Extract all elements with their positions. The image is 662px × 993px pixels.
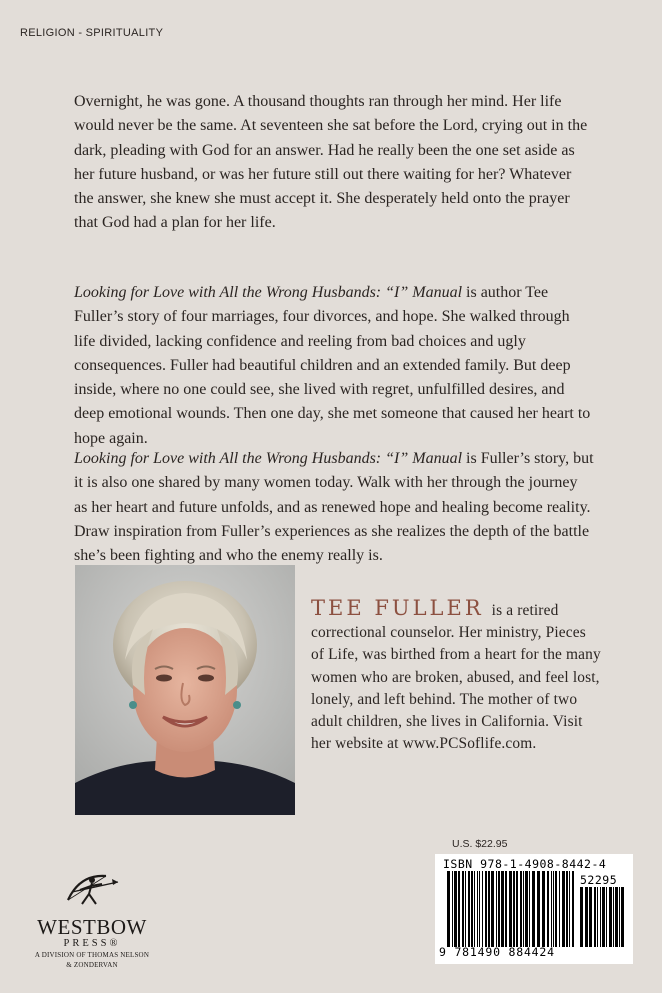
barcode-bar xyxy=(501,871,504,947)
author-bio-text: is a retired correctional counselor. Her ministry, Pieces of Life, was birthed from a heart for the many women who are broken, abused, and feel lost, lonely, and left behind. The mother of two adult children, she lives in California. Visit her website at www.PCSoflife.com. xyxy=(311,602,601,753)
price-code: 52295 xyxy=(580,873,618,887)
book-title: Looking for Love with All the Wrong Husbands: “I” Manual xyxy=(74,284,463,301)
barcode-bar xyxy=(572,871,574,947)
barcode-bar xyxy=(547,871,549,947)
barcode-bar xyxy=(606,887,607,947)
barcode xyxy=(435,854,633,964)
barcode-bar xyxy=(488,871,490,947)
barcode-bar xyxy=(619,887,620,947)
barcode-bar xyxy=(447,871,450,947)
isbn-text: ISBN 978-1-4908-8442-4 xyxy=(443,857,607,871)
barcode-bar xyxy=(594,887,596,947)
barcode-bar xyxy=(498,871,500,947)
publisher-division-line-1: A DIVISION OF THOMAS NELSON xyxy=(34,951,150,959)
barcode-bar xyxy=(520,871,522,947)
price-label: U.S. $22.95 xyxy=(452,838,508,850)
barcode-bar xyxy=(615,887,618,947)
barcode-bar xyxy=(523,871,524,947)
barcode-bar xyxy=(496,871,497,947)
book-title: Looking for Love with All the Wrong Husbands: “I” Manual xyxy=(74,450,463,467)
barcode-bar xyxy=(474,871,475,947)
barcode-bar xyxy=(468,871,470,947)
publisher-press: PRESS® xyxy=(63,938,121,949)
barcode-bar xyxy=(458,871,460,947)
publisher-name: WESTBOW xyxy=(37,915,147,939)
barcode-bar xyxy=(566,871,568,947)
barcode-bar xyxy=(555,871,557,947)
publisher-division-line-2: & ZONDERVAN xyxy=(66,961,118,969)
barcode-bar xyxy=(585,887,588,947)
barcode-bar xyxy=(452,871,453,947)
barcode-bar xyxy=(513,871,515,947)
ean-barcode-bars xyxy=(447,871,575,947)
author-portrait-image xyxy=(75,565,295,815)
barcode-bar xyxy=(482,871,483,947)
barcode-bar xyxy=(569,871,570,947)
barcode-bar xyxy=(537,871,540,947)
barcode-bar xyxy=(580,887,583,947)
barcode-bar xyxy=(613,887,614,947)
publisher-logo xyxy=(22,868,162,970)
barcode-bar xyxy=(529,871,530,947)
blurb-paragraph-3 xyxy=(74,447,594,568)
barcode-bar xyxy=(609,887,612,947)
barcode-bar xyxy=(600,887,601,947)
author-bio xyxy=(311,597,601,755)
barcode-bar xyxy=(491,871,494,947)
barcode-bar xyxy=(479,871,480,947)
blurb-paragraph-2-text: is author Tee Fuller’s story of four marriages, four divorces, and hope. She walked through life divided, lacking confidence and reeling from bad choices and ugly consequences. Fuller had beautiful children and an extended family. But deep inside, where no one could see, she lived with regret, unfulfilled desires, and deep emotional wounds. Then one day, she met someone that caused her heart to hope again. xyxy=(74,284,591,447)
barcode-bar xyxy=(465,871,466,947)
blurb-paragraph-3-text: is Fuller’s story, but it is also one shared by many women today. Walk with her through the journey as her heart and future unfolds, and as renewed hope and healing become reality. Draw inspiration from Fuller’s experiences as she realizes the depth of the battle she’s been fighting and who the enemy really is. xyxy=(74,450,594,565)
barcode-bar xyxy=(551,871,552,947)
barcode-bar xyxy=(589,887,592,947)
barcode-bar xyxy=(477,871,478,947)
barcode-bar xyxy=(553,871,554,947)
barcode-bar xyxy=(471,871,473,947)
barcode-bar xyxy=(532,871,535,947)
barcode-bar xyxy=(597,887,598,947)
barcode-bar xyxy=(509,871,512,947)
barcode-bar xyxy=(505,871,507,947)
barcode-bar xyxy=(516,871,518,947)
ean-text: 9 781490 884424 xyxy=(439,945,555,959)
barcode-bar xyxy=(485,871,487,947)
addon-barcode-bars xyxy=(580,887,626,947)
barcode-bar xyxy=(542,871,545,947)
archer-icon xyxy=(62,868,122,908)
author-name: TEE FULLER xyxy=(311,596,484,620)
barcode-bar xyxy=(602,887,605,947)
barcode-bar xyxy=(562,871,565,947)
barcode-bar xyxy=(462,871,464,947)
barcode-bar xyxy=(559,871,560,947)
blurb-paragraph-2 xyxy=(74,281,594,451)
blurb-paragraph-1: Overnight, he was gone. A thousand thoughts ran through her mind. Her life would never be the same. At seventeen she sat before the Lord, crying out in the dark, pleading with God for an answer. Had he really been the one set aside as her future husband, or was her future still out there waiting for her? Whatever the answer, she knew she must accept it. She desperately held onto the prayer that God had a plan for her life. xyxy=(74,93,588,232)
author-photo xyxy=(75,565,295,815)
barcode-bar xyxy=(454,871,457,947)
barcode-bar xyxy=(525,871,528,947)
barcode-bar xyxy=(621,887,624,947)
category-label: RELIGION - SPIRITUALITY xyxy=(20,27,164,39)
